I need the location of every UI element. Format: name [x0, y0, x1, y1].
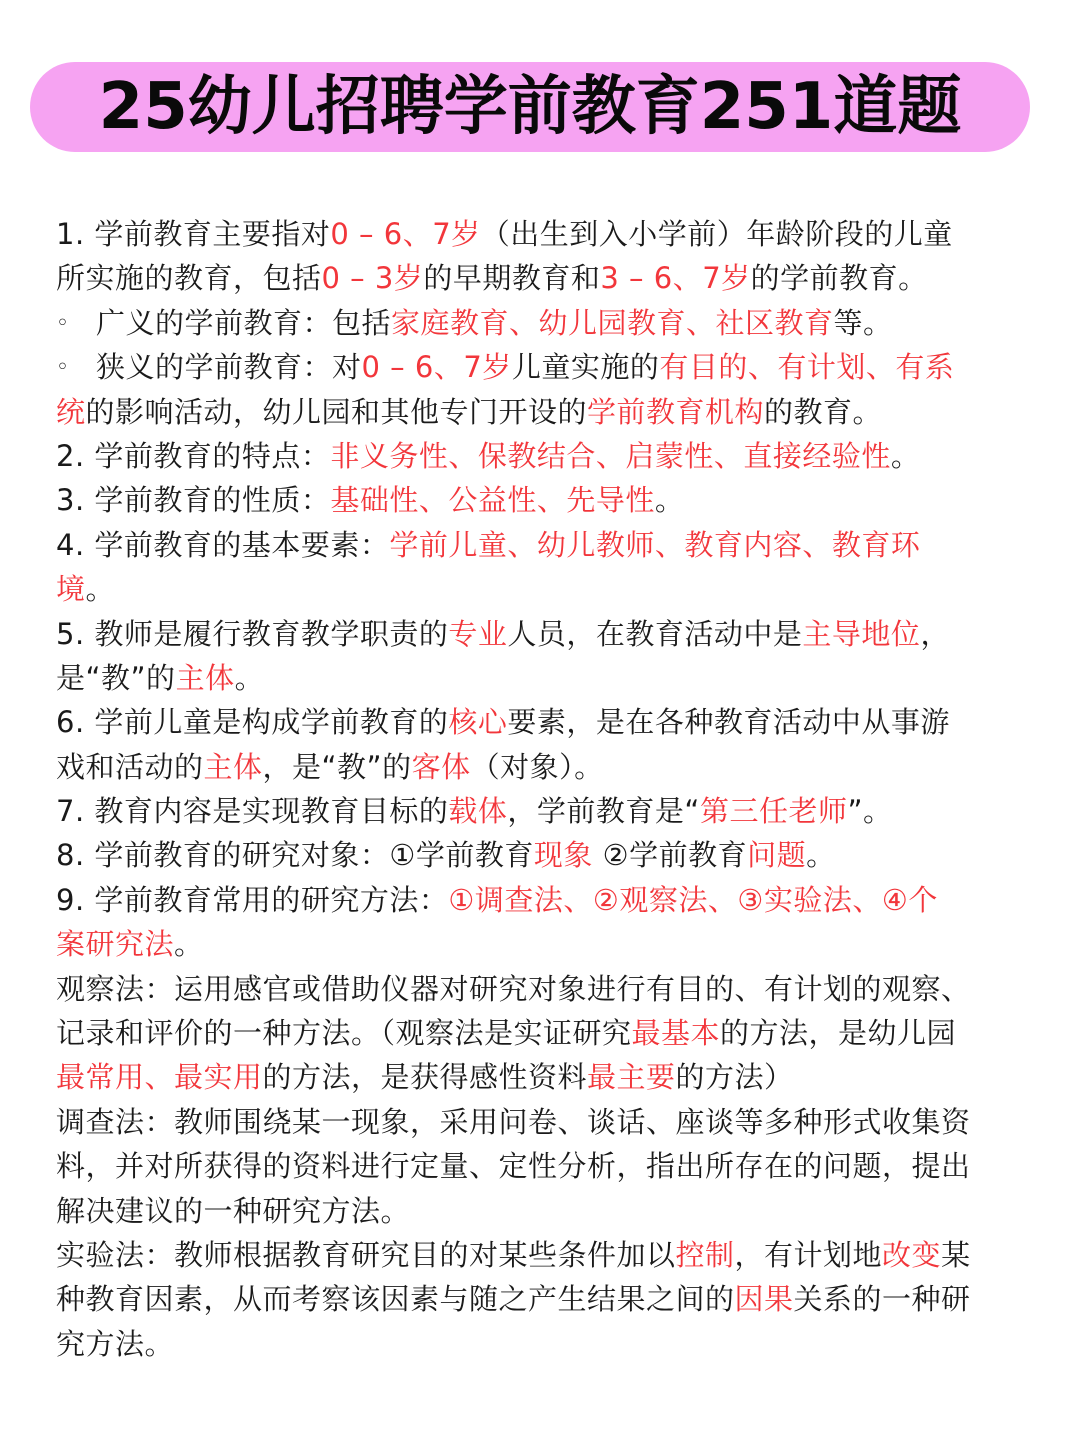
bullet-icon: ◦ [56, 310, 70, 336]
note-line [56, 523, 1034, 567]
title-banner [30, 62, 1030, 152]
body-text: 3. 学前教育的性质： [56, 483, 331, 518]
note-line [56, 256, 1034, 300]
body-text: 。 [174, 927, 204, 962]
note-line [56, 1055, 1034, 1099]
body-text: 4. 学前教育的基本要素： [56, 527, 390, 562]
highlighted-text: 改变 [882, 1237, 942, 1272]
highlighted-text: 0 – 6、7岁 [361, 350, 512, 385]
highlighted-text: 主体 [203, 749, 263, 784]
body-text: 的影响活动，幼儿园和其他专门开设的 [85, 394, 588, 429]
page-title: 25幼儿招聘学前教育251道题 [98, 70, 962, 144]
body-text: 7. 教育内容是实现教育目标的 [56, 794, 449, 829]
highlighted-text: ①调查法、②观察法、③实验法、④个 [448, 882, 938, 917]
highlighted-text: 因果 [734, 1282, 794, 1317]
body-text: 的学前教育。 [750, 261, 928, 296]
body-text: 的教育。 [764, 394, 883, 429]
body-text: ，是“教”的 [262, 749, 412, 784]
body-text: 究方法。 [56, 1326, 175, 1361]
body-text: ，学前教育是“ [507, 794, 700, 829]
highlighted-text: 案研究法 [56, 927, 175, 962]
highlighted-text: 基础性、公益性、先导性 [330, 483, 655, 518]
body-text: 儿童实施的 [511, 350, 660, 385]
body-text: 观察法：运用感官或借助仪器对研究对象进行有目的、有计划的观察、 [56, 971, 971, 1006]
body-text: 的方法） [675, 1060, 794, 1095]
highlighted-text: 现象 [533, 838, 593, 873]
note-line [56, 1144, 1034, 1188]
body-text: 等。 [833, 305, 893, 340]
body-text: 记录和评价的一种方法。（观察法是实证研究 [56, 1016, 632, 1051]
body-text: 解决建议的一种研究方法。 [56, 1193, 411, 1228]
note-line [56, 1277, 1034, 1321]
note-line [56, 301, 1034, 345]
body-text: 要素，是在各种教育活动中从事游 [507, 705, 950, 740]
note-line [56, 833, 1034, 877]
highlighted-text: 核心 [448, 705, 508, 740]
body-text: （出生到入小学前）年龄阶段的儿童 [480, 217, 953, 251]
body-text: 某 [941, 1237, 971, 1272]
body-text: 人员，在教育活动中是 [507, 616, 803, 651]
body-text: 是“教”的 [56, 660, 176, 695]
highlighted-text: 客体 [411, 749, 471, 784]
body-text: 戏和活动的 [56, 749, 204, 784]
highlighted-text: 学前教育机构 [587, 394, 765, 429]
highlighted-text: 3 – 6、7岁 [600, 261, 751, 296]
note-line [56, 345, 1034, 389]
body-text: 6. 学前儿童是构成学前教育的 [56, 705, 449, 740]
note-line [56, 1233, 1034, 1277]
body-text: 8. 学前教育的研究对象：①学前教育 [56, 838, 534, 873]
note-line [56, 390, 1034, 434]
highlighted-text: 控制 [675, 1237, 735, 1272]
highlighted-text: 境 [56, 572, 86, 607]
body-text: ， [920, 616, 950, 651]
body-text: 种教育因素，从而考察该因素与随之产生结果之间的 [56, 1282, 735, 1317]
highlighted-text: 主导地位 [802, 616, 921, 651]
body-text: 的早期教育和 [423, 261, 601, 296]
body-text: 广义的学前教育：包括 [96, 305, 392, 340]
body-text: 9. 学前教育常用的研究方法： [56, 882, 449, 917]
body-text: ，有计划地 [734, 1237, 883, 1272]
note-line [56, 1322, 1034, 1366]
highlighted-text: 有目的、有计划、有系 [659, 350, 955, 385]
body-text: 2. 学前教育的特点： [56, 438, 331, 473]
body-text: 的方法，是幼儿园 [720, 1016, 957, 1051]
highlighted-text: 统 [56, 394, 86, 429]
body-text: 。 [654, 483, 685, 518]
body-text: ②学前教育 [592, 838, 748, 873]
highlighted-text: 学前儿童、幼儿教师、教育内容、教育环 [389, 527, 921, 562]
body-text: 。 [234, 660, 265, 695]
body-text: （对象）。 [470, 749, 604, 784]
note-line [56, 478, 1034, 522]
body-text: 调查法：教师围绕某一现象，采用问卷、谈话、座谈等多种形式收集资 [56, 1104, 971, 1139]
body-text: 狭义的学前教育：对 [96, 350, 362, 385]
highlighted-text: 最基本 [631, 1016, 721, 1051]
highlighted-text: 主体 [175, 660, 235, 695]
bullet-icon: ◦ [56, 355, 70, 381]
note-line [56, 212, 1034, 256]
note-line [56, 789, 1034, 833]
body-text: 1. 学前教育主要指对 [56, 217, 331, 251]
body-text: 所实施的教育，包括 [56, 261, 322, 296]
highlighted-text: 家庭教育、幼儿园教育、社区教育 [391, 305, 834, 340]
highlighted-text: 非义务性、保教结合、启蒙性、直接经验性 [330, 438, 891, 473]
note-line [56, 434, 1034, 478]
highlighted-text: 载体 [448, 794, 508, 829]
highlighted-text: 0 – 3岁 [321, 261, 424, 296]
note-line [56, 1100, 1034, 1144]
body-text: 5. 教师是履行教育教学职责的 [56, 616, 449, 651]
highlighted-text: 最常用、最实用 [56, 1060, 263, 1095]
note-line [56, 700, 1034, 744]
note-line [56, 1189, 1034, 1233]
note-line [56, 878, 1034, 922]
note-line [56, 1011, 1034, 1055]
highlighted-text: 问题 [747, 838, 807, 873]
body-text: 关系的一种研 [793, 1282, 971, 1317]
study-notes [56, 212, 1034, 1366]
body-text: 的方法，是获得感性资料 [262, 1060, 588, 1095]
body-text: 。 [890, 438, 921, 473]
note-line [56, 656, 1034, 700]
note-line [56, 745, 1034, 789]
body-text: 料，并对所获得的资料进行定量、定性分析，指出所存在的问题，提出 [56, 1149, 971, 1184]
body-text: 实验法：教师根据教育研究目的对某些条件加以 [56, 1237, 676, 1272]
body-text: ”。 [847, 794, 893, 829]
highlighted-text: 最主要 [587, 1060, 676, 1095]
body-text: 。 [806, 838, 836, 873]
note-line [56, 967, 1034, 1011]
note-line [56, 567, 1034, 611]
note-line [56, 612, 1034, 656]
body-text: 。 [85, 572, 116, 607]
highlighted-text: 专业 [448, 616, 508, 651]
note-line [56, 922, 1034, 966]
highlighted-text: 0 – 6、7岁 [330, 217, 481, 251]
highlighted-text: 第三任老师 [699, 794, 848, 829]
